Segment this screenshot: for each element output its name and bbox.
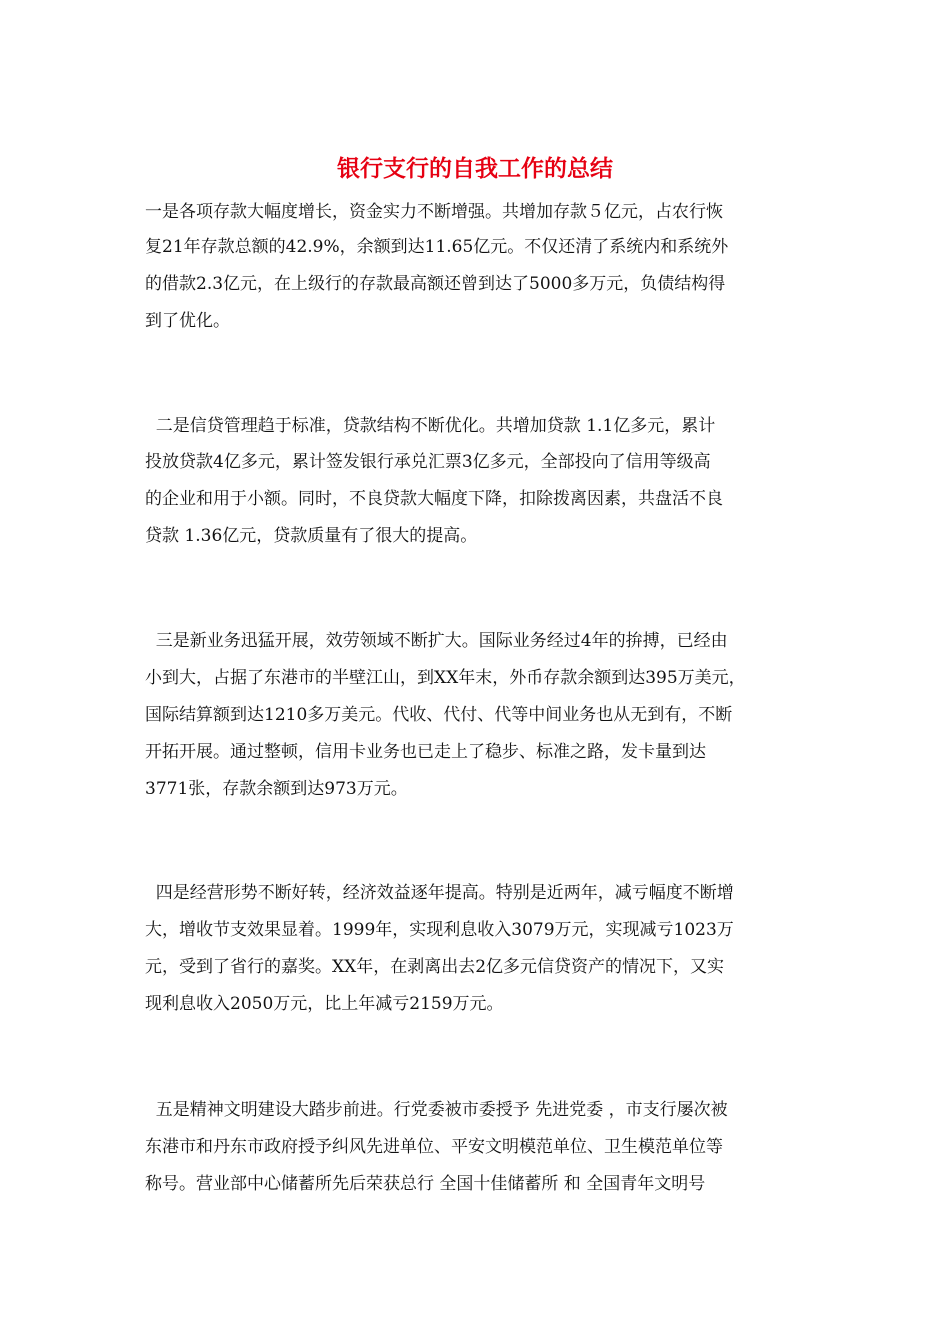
paragraph-5-line-2: 东港市和丹东市政府授予纠风先进单位、平安文明模范单位、卫生模范单位等: [145, 1137, 723, 1157]
paragraph-4-line-4: 现利息收入2050万元，比上年减亏2159万元。: [145, 994, 504, 1014]
paragraph-5-line-3: 称号。营业部中心储蓄所先后荣获总行 全国十佳储蓄所 和 全国青年文明号: [145, 1174, 706, 1194]
paragraph-2-line-1: 二是信贷管理趋于标准，贷款结构不断优化。共增加贷款 1.1亿多元，累计: [145, 416, 716, 436]
paragraph-3-line-1: 三是新业务迅猛开展，效劳领域不断扩大。国际业务经过4年的拚搏，已经由: [145, 631, 728, 651]
paragraph-3-line-5: 3771张，存款余额到达973万元。: [145, 779, 408, 799]
paragraph-4-line-1: 四是经营形势不断好转，经济效益逐年提高。特别是近两年，减亏幅度不断增: [145, 883, 734, 903]
paragraph-3-line-3: 国际结算额到达1210多万美元。代收、代付、代等中间业务也从无到有，不断: [145, 705, 733, 725]
paragraph-1-line-1: 一是各项存款大幅度增长，资金实力不断增强。共增加存款５亿元，占农行恢: [145, 202, 723, 222]
paragraph-1-line-4: 到了优化。: [145, 311, 230, 331]
paragraph-3-line-2: 小到大，占据了东港市的半壁江山，到XX年末，外币存款余额到达395万美元，: [145, 668, 746, 688]
paragraph-5-line-1: 五是精神文明建设大踏步前进。行党委被市委授予 先进党委 ，市支行屡次被: [145, 1100, 728, 1120]
document-title: 银行支行的自我工作的总结: [337, 156, 613, 182]
paragraph-1-line-3: 的借款2.3亿元，在上级行的存款最高额还曾到达了5000多万元，负债结构得: [145, 274, 726, 294]
paragraph-2-line-4: 贷款 1.36亿元，贷款质量有了很大的提高。: [145, 526, 478, 546]
paragraph-2-line-3: 的企业和用于小额。同时，不良贷款大幅度下降，扣除拨离因素，共盘活不良: [145, 489, 723, 509]
paragraph-1-line-2: 复21年存款总额的42.9%，余额到达11.65亿元。不仅还清了系统内和系统外: [145, 237, 729, 257]
paragraph-4-line-2: 大，增收节支效果显着。1999年，实现利息收入3079万元，实现减亏1023万: [145, 920, 734, 940]
paragraph-3-line-4: 开拓开展。通过整顿，信用卡业务也已走上了稳步、标准之路，发卡量到达: [145, 742, 706, 762]
paragraph-2-line-2: 投放贷款4亿多元，累计签发银行承兑汇票3亿多元，全部投向了信用等级高: [145, 452, 711, 472]
paragraph-4-line-3: 元，受到了省行的嘉奖。XX年，在剥离出去2亿多元信贷资产的情况下，又实: [145, 957, 725, 977]
